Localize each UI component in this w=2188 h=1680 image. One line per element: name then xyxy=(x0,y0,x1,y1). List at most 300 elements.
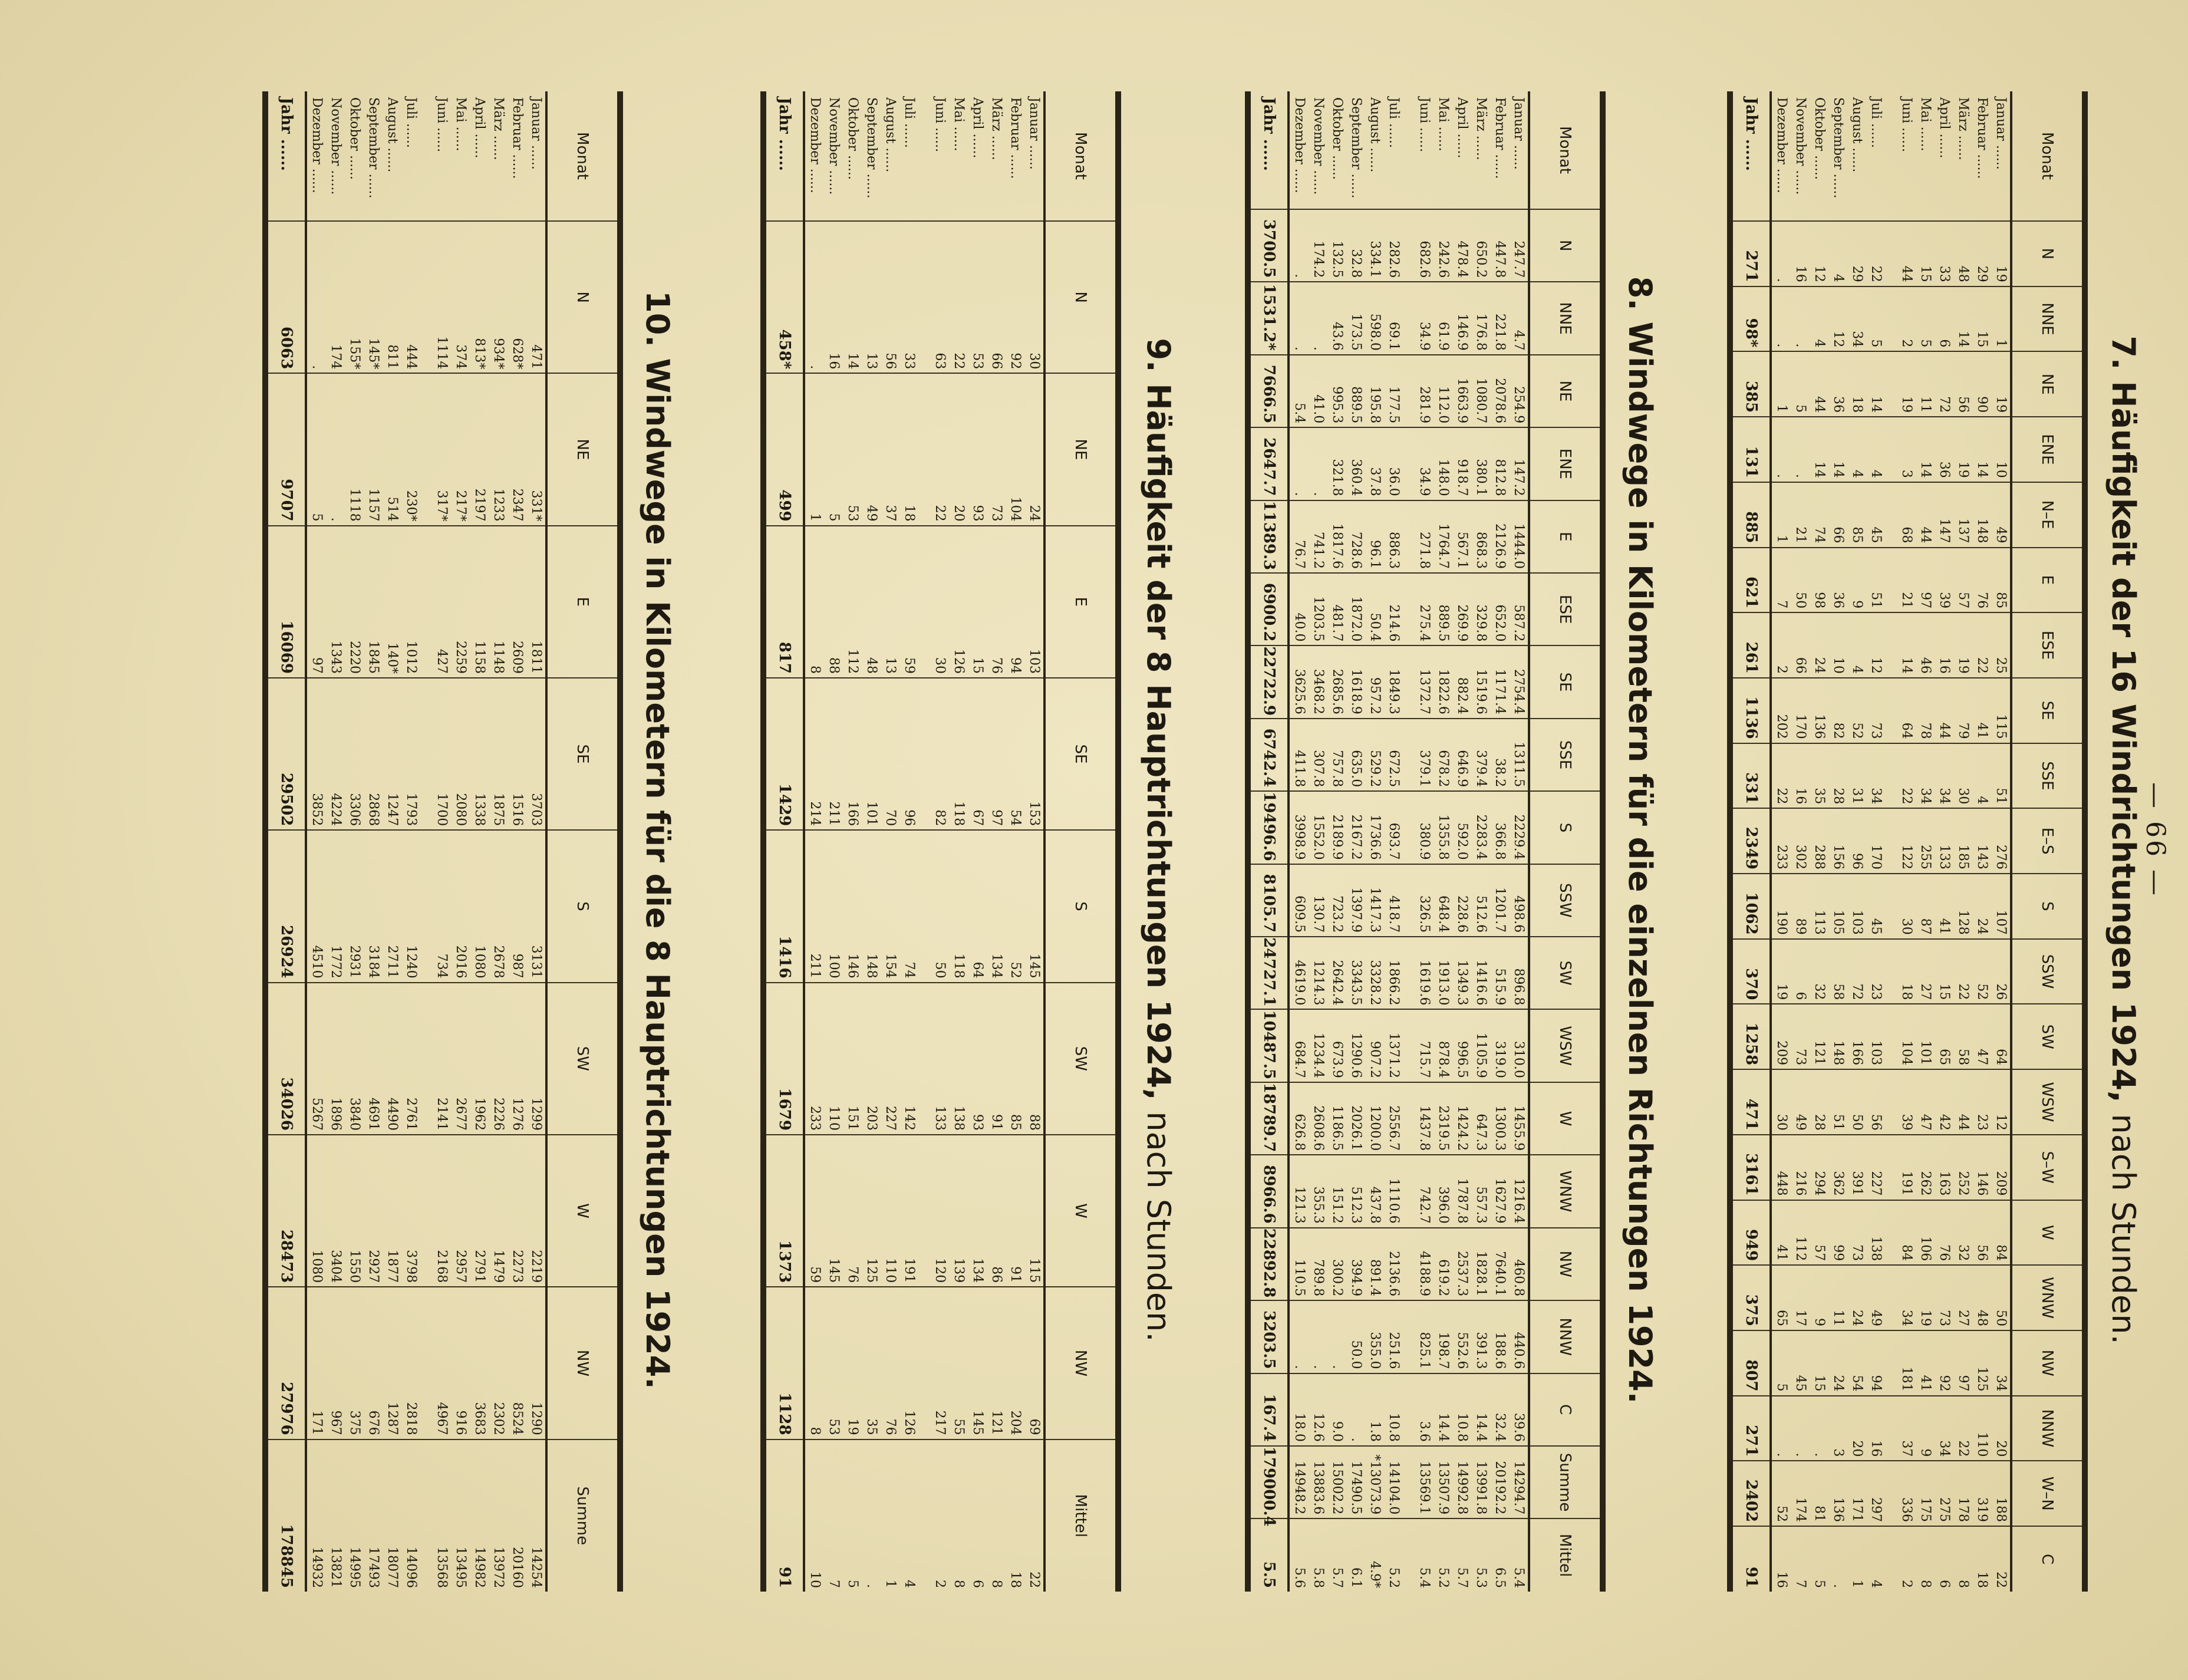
value-cell: 138 xyxy=(949,983,968,1135)
value-cell: . xyxy=(1810,1396,1828,1461)
value-cell: 3343.5 xyxy=(1346,937,1365,1009)
value-cell: 44 xyxy=(1897,221,1916,286)
table-row xyxy=(526,91,546,1592)
value-cell: . xyxy=(864,1584,879,1588)
value-cell: 1214.3 xyxy=(1309,937,1327,1009)
value-cell: 30 xyxy=(1771,1069,1791,1135)
value-cell: 35 xyxy=(862,1287,881,1439)
column-header: SW xyxy=(1044,983,1115,1135)
value-cell: 13568 xyxy=(434,1547,449,1588)
value-cell: . xyxy=(1831,1584,1846,1588)
value-cell xyxy=(1885,351,1897,417)
month-cell: Januar ...... xyxy=(1509,91,1529,209)
value-cell xyxy=(1885,417,1897,482)
value-cell: 3700.5 xyxy=(1251,209,1289,282)
value-cell: 82 xyxy=(930,678,949,830)
value-cell: 1627.9 xyxy=(1490,1155,1509,1227)
value-cell: 1371.2 xyxy=(1384,1009,1403,1082)
month-cell: Februar ...... xyxy=(1490,91,1509,209)
table-row xyxy=(1935,91,1953,1592)
value-cell: 14.4 xyxy=(1434,1373,1452,1446)
value-cell: 2754.4 xyxy=(1509,645,1529,718)
value-cell: 807 xyxy=(1733,1330,1771,1396)
value-cell: 2 xyxy=(932,1580,947,1588)
value-cell: 84 xyxy=(1991,1200,2011,1266)
table-7-subtitle: nach Stunden. xyxy=(2105,1114,2142,1345)
value-cell: 1148 xyxy=(489,526,508,678)
value-cell: 4 xyxy=(1847,417,1866,482)
value-cell: 6 xyxy=(1791,939,1810,1004)
month-cell: November ...... xyxy=(824,91,843,221)
value-cell: 14982 xyxy=(472,1547,487,1588)
value-cell: 214 xyxy=(804,678,824,830)
column-header: NW xyxy=(1044,1287,1115,1439)
value-cell: 321.8 xyxy=(1327,427,1346,500)
value-cell xyxy=(1885,1461,1897,1526)
value-cell: 73 xyxy=(987,373,1006,525)
value-cell: 121.3 xyxy=(1289,1155,1309,1227)
value-cell: 5.4 xyxy=(1417,1567,1432,1588)
value-cell: 275.4 xyxy=(1415,573,1434,645)
value-cell: 514 xyxy=(383,373,401,525)
value-cell: 1618.9 xyxy=(1346,645,1365,718)
value-cell: 1290 xyxy=(526,1287,546,1439)
value-cell xyxy=(918,373,930,525)
column-header: SSW xyxy=(2011,939,2082,1004)
value-cell: 2927 xyxy=(364,1135,383,1287)
value-cell: 2608.6 xyxy=(1309,1082,1327,1155)
spacer-row xyxy=(420,91,432,1592)
value-cell: 221.8 xyxy=(1490,282,1509,354)
value-cell xyxy=(1885,678,1897,743)
value-cell: 52 xyxy=(1006,830,1024,982)
value-cell: 13 xyxy=(862,221,881,373)
value-cell: . xyxy=(1289,1300,1309,1373)
value-cell: 115 xyxy=(1024,1135,1044,1287)
value-cell: 44 xyxy=(1935,678,1953,743)
value-cell: 54 xyxy=(1847,1330,1866,1396)
value-cell: 14 xyxy=(1866,351,1885,417)
column-header: Monat xyxy=(1529,91,1600,209)
value-cell: 2168 xyxy=(432,1135,451,1287)
value-cell: 6742.4 xyxy=(1251,719,1289,791)
column-header: NNE xyxy=(1529,282,1600,354)
value-cell: 331* xyxy=(526,373,546,525)
value-cell: 173.5 xyxy=(1346,282,1365,354)
value-cell: 18789.7 xyxy=(1251,1082,1289,1155)
value-cell: 29 xyxy=(1847,221,1866,286)
value-cell: 4188.9 xyxy=(1415,1228,1434,1300)
value-cell: 9707 xyxy=(268,373,306,525)
column-header: W xyxy=(2011,1200,2082,1266)
value-cell: 91 xyxy=(1733,1526,1771,1592)
value-cell: 22 xyxy=(1866,221,1885,286)
column-header: SE xyxy=(2011,678,2082,743)
value-cell: 355.3 xyxy=(1309,1155,1327,1227)
value-cell: 3328.2 xyxy=(1365,937,1384,1009)
value-cell: 174.2 xyxy=(1309,209,1327,282)
value-cell: 145 xyxy=(1024,830,1044,982)
value-cell: 14948.2 xyxy=(1289,1446,1309,1518)
value-cell: 155* xyxy=(345,221,364,373)
value-cell: 23 xyxy=(1866,939,1885,1004)
month-cell: Juni ...... xyxy=(432,91,451,221)
value-cell: 1 xyxy=(1771,482,1791,548)
table-10-title: 10. Windwege in Kilometern für die 8 Hauptrichtungen 1924. xyxy=(639,291,676,1389)
month-cell: August ...... xyxy=(881,91,899,221)
value-cell xyxy=(918,1287,930,1439)
value-cell: 214.6 xyxy=(1384,573,1403,645)
value-cell: 67 xyxy=(968,678,987,830)
table-row xyxy=(930,91,949,1592)
value-cell: 907.2 xyxy=(1365,1009,1384,1082)
value-cell: . xyxy=(1309,282,1327,354)
value-cell: 88 xyxy=(1024,983,1044,1135)
column-header: Mittel xyxy=(1529,1518,1600,1592)
value-cell: 7 xyxy=(1771,548,1791,613)
value-cell: 195.8 xyxy=(1365,355,1384,427)
value-cell: 26 xyxy=(1991,939,2011,1004)
value-cell: 868.3 xyxy=(1471,500,1490,573)
value-cell xyxy=(1885,1069,1897,1135)
value-cell: 5 xyxy=(1866,286,1885,352)
value-cell: 1849.3 xyxy=(1384,645,1403,718)
value-cell: 110.5 xyxy=(1289,1228,1309,1300)
value-cell: 14.4 xyxy=(1471,1373,1490,1446)
value-cell: 16069 xyxy=(268,526,306,678)
value-cell xyxy=(1885,1004,1897,1069)
value-cell: 27 xyxy=(1953,1265,1972,1330)
value-cell: 411.8 xyxy=(1289,719,1309,791)
value-cell: 11 xyxy=(1828,1265,1847,1330)
column-header: SW xyxy=(2011,1004,2082,1069)
value-cell: 4224 xyxy=(326,678,345,830)
value-cell: 15 xyxy=(1916,221,1935,286)
value-cell: 38.2 xyxy=(1490,719,1509,791)
value-cell: 126 xyxy=(899,1287,918,1439)
value-cell: 89 xyxy=(1791,874,1810,939)
value-cell xyxy=(918,983,930,1135)
month-cell: März ...... xyxy=(489,91,508,221)
value-cell: 37.8 xyxy=(1365,427,1384,500)
value-cell: 18077 xyxy=(385,1547,400,1588)
value-cell: 3683 xyxy=(470,1287,489,1439)
value-cell: 23 xyxy=(1972,1069,1991,1135)
value-cell: 310.0 xyxy=(1509,1009,1529,1082)
value-cell: 5 xyxy=(845,1580,860,1588)
value-cell xyxy=(1403,209,1415,282)
value-cell: 1201.7 xyxy=(1490,864,1509,937)
value-cell: 12 xyxy=(1991,1069,2011,1135)
value-cell: 967 xyxy=(326,1287,345,1439)
value-cell: 587.2 xyxy=(1509,573,1529,645)
value-cell: 22 xyxy=(1993,1572,2008,1588)
value-cell: 886.3 xyxy=(1384,500,1403,573)
value-cell: 302 xyxy=(1791,808,1810,874)
value-cell: 78 xyxy=(1916,678,1935,743)
column-header: Monat xyxy=(1044,91,1115,221)
value-cell: 34 xyxy=(1935,1396,1953,1461)
value-cell: 30 xyxy=(930,526,949,678)
value-cell: 1 xyxy=(883,1580,898,1588)
value-cell: 995.3 xyxy=(1327,355,1346,427)
value-cell: 448 xyxy=(1771,1135,1791,1200)
value-cell: 174 xyxy=(1791,1461,1810,1526)
value-cell: 3840 xyxy=(345,983,364,1135)
value-cell: . xyxy=(1791,1396,1810,1461)
value-cell: 211 xyxy=(824,678,843,830)
value-cell: 2685.6 xyxy=(1327,645,1346,718)
value-cell: 18 xyxy=(1897,939,1916,1004)
table-row xyxy=(899,91,918,1592)
value-cell xyxy=(1403,937,1415,1009)
value-cell: 88 xyxy=(824,526,843,678)
value-cell: 65 xyxy=(1771,1265,1791,1330)
value-cell: 132.5 xyxy=(1327,209,1346,282)
value-cell: 362 xyxy=(1828,1135,1847,1200)
value-cell xyxy=(1885,1135,1897,1200)
value-cell: 14 xyxy=(1953,286,1972,352)
value-cell: 355.0 xyxy=(1365,1300,1384,1373)
value-cell: . xyxy=(1771,221,1791,286)
value-cell: 24 xyxy=(1828,1330,1847,1396)
month-cell: Jahr ...... xyxy=(1733,91,1771,221)
value-cell: 30 xyxy=(1953,743,1972,809)
value-cell: 56 xyxy=(1953,351,1972,417)
month-cell: Juni ...... xyxy=(930,91,949,221)
column-header: E xyxy=(1044,526,1115,678)
spacer-row xyxy=(1403,91,1415,1592)
value-cell: 996.5 xyxy=(1452,1009,1471,1082)
value-cell: 50.0 xyxy=(1346,1300,1365,1373)
value-cell: 1531.2* xyxy=(1251,282,1289,354)
value-cell: 145* xyxy=(364,221,383,373)
column-header: S xyxy=(1044,830,1115,982)
value-cell: 20 xyxy=(1991,1396,2011,1461)
value-cell: 16 xyxy=(1935,612,1953,678)
value-cell: 8 xyxy=(989,1580,1004,1588)
value-cell: 1736.6 xyxy=(1365,791,1384,864)
table-row xyxy=(804,91,824,1592)
value-cell: 18.0 xyxy=(1289,1373,1309,1446)
value-cell: 36 xyxy=(1828,548,1847,613)
value-cell: 133 xyxy=(1935,808,1953,874)
value-cell: 2957 xyxy=(451,1135,470,1287)
value-cell: 48 xyxy=(1953,221,1972,286)
table-row xyxy=(345,91,364,1592)
value-cell: 8 xyxy=(804,1287,824,1439)
value-cell: 58 xyxy=(1953,1004,1972,1069)
month-cell: Jahr ...... xyxy=(1251,91,1289,209)
column-header: N xyxy=(1529,209,1600,282)
value-cell: 3.6 xyxy=(1415,1373,1434,1446)
value-cell: 166 xyxy=(1847,1004,1866,1069)
value-cell xyxy=(1885,874,1897,939)
value-cell: 118 xyxy=(949,678,968,830)
value-cell: 50 xyxy=(930,830,949,982)
value-cell xyxy=(918,1135,930,1287)
value-cell: 2136.6 xyxy=(1384,1228,1403,1300)
value-cell: 1080 xyxy=(470,830,489,982)
value-cell: 12 xyxy=(1866,612,1885,678)
value-cell: 32.8 xyxy=(1346,209,1365,282)
value-cell: 1240 xyxy=(401,830,420,982)
value-cell: 52 xyxy=(1847,678,1866,743)
value-cell: 271.8 xyxy=(1415,500,1434,573)
value-cell: 22 xyxy=(930,373,949,525)
month-cell: Dezember ...... xyxy=(804,91,824,221)
value-cell: 2402 xyxy=(1733,1461,1771,1526)
value-cell: 5.4 xyxy=(1289,355,1309,427)
value-cell: 35 xyxy=(1810,743,1828,809)
value-cell: 76 xyxy=(1972,548,1991,613)
value-cell: 12 xyxy=(1810,221,1828,286)
value-cell: 10 xyxy=(808,1572,822,1588)
value-cell xyxy=(420,1439,432,1592)
value-cell: 878.4 xyxy=(1434,1009,1452,1082)
month-cell: Juli ...... xyxy=(1866,91,1885,221)
value-cell: 100 xyxy=(824,830,843,982)
value-cell: 24727.1 xyxy=(1251,937,1289,1009)
value-cell: 47 xyxy=(1916,1069,1935,1135)
value-cell: . xyxy=(804,221,824,373)
value-cell: 6 xyxy=(1935,286,1953,352)
table-row xyxy=(508,91,526,1592)
spacer-row xyxy=(1885,91,1897,1592)
value-cell: 13569.1 xyxy=(1415,1446,1434,1518)
table-row xyxy=(432,91,451,1592)
table-row xyxy=(1327,91,1346,1592)
value-cell: 12 xyxy=(1828,286,1847,352)
month-cell: März ...... xyxy=(1471,91,1490,209)
value-cell: 146 xyxy=(1972,1135,1991,1200)
value-cell: 179000.4 xyxy=(1251,1446,1289,1518)
month-cell: August ...... xyxy=(383,91,401,221)
value-cell: 1416 xyxy=(766,830,804,982)
value-cell: 81 xyxy=(1810,1461,1828,1526)
column-header: Summe xyxy=(1529,1446,1600,1518)
value-cell xyxy=(420,526,432,678)
value-cell: 1896 xyxy=(326,983,345,1135)
value-cell: 70 xyxy=(881,678,899,830)
value-cell: 5 xyxy=(306,373,326,525)
value-cell: 21 xyxy=(1897,548,1916,613)
column-header: E xyxy=(1529,500,1600,573)
value-cell: 44 xyxy=(1953,1069,1972,1135)
value-cell: 3 xyxy=(1897,417,1916,482)
value-cell xyxy=(1885,1265,1897,1330)
header-row xyxy=(1529,91,1600,1592)
value-cell: 178 xyxy=(1953,1461,1972,1526)
value-cell: 19 xyxy=(1953,417,1972,482)
value-cell: 3184 xyxy=(364,830,383,982)
value-cell: 11389.3 xyxy=(1251,500,1289,573)
value-cell: 682.6 xyxy=(1415,209,1434,282)
table-row xyxy=(364,91,383,1592)
value-cell xyxy=(1885,743,1897,809)
month-cell: Januar ...... xyxy=(526,91,546,221)
value-cell: . xyxy=(1289,427,1309,500)
value-cell: 53 xyxy=(824,1287,843,1439)
value-cell: 757.8 xyxy=(1327,719,1346,791)
value-cell: 174 xyxy=(326,221,345,373)
value-cell: 53 xyxy=(843,373,862,525)
value-cell: 163 xyxy=(1935,1135,1953,1200)
value-cell: 261 xyxy=(1733,612,1771,678)
value-cell: 16 xyxy=(1791,743,1810,809)
value-cell: 32 xyxy=(1810,939,1828,1004)
month-cell: November ...... xyxy=(1791,91,1810,221)
month-cell xyxy=(420,91,432,221)
value-cell: 391 xyxy=(1847,1135,1866,1200)
value-cell: 136 xyxy=(1828,1461,1847,1526)
value-cell: 45 xyxy=(1866,482,1885,548)
value-cell: 72 xyxy=(1935,351,1953,417)
value-cell: 5.3 xyxy=(1474,1567,1488,1588)
value-cell: 22 xyxy=(1953,939,1972,1004)
value-cell: 6900.2 xyxy=(1251,573,1289,645)
column-header: ENE xyxy=(2011,417,2082,482)
value-cell: 1516 xyxy=(508,678,526,830)
value-cell: 742.7 xyxy=(1415,1155,1434,1227)
value-cell: 113 xyxy=(1810,874,1828,939)
value-cell: 2259 xyxy=(451,526,470,678)
value-cell: 1877 xyxy=(383,1135,401,1287)
value-cell: 379.1 xyxy=(1415,719,1434,791)
value-cell: 648.4 xyxy=(1434,864,1452,937)
value-cell xyxy=(1403,355,1415,427)
table-row xyxy=(489,91,508,1592)
value-cell: 1700 xyxy=(432,678,451,830)
value-cell: 5.7 xyxy=(1330,1567,1345,1588)
header-row xyxy=(2011,91,2082,1592)
value-cell: 15 xyxy=(968,526,987,678)
value-cell: 592.0 xyxy=(1452,791,1471,864)
table-row xyxy=(401,91,420,1592)
value-cell: 19 xyxy=(1953,612,1972,678)
month-cell: Oktober ...... xyxy=(1327,91,1346,209)
column-header: Summe xyxy=(546,1439,617,1592)
value-cell: . xyxy=(1791,286,1810,352)
value-cell: . xyxy=(1771,417,1791,482)
table-row xyxy=(1346,91,1365,1592)
value-cell: 14 xyxy=(1897,612,1916,678)
table-row xyxy=(1415,91,1434,1592)
value-cell: 5267 xyxy=(306,983,326,1135)
value-cell: 13883.6 xyxy=(1309,1446,1327,1518)
value-cell xyxy=(1885,808,1897,874)
value-cell: 1437.8 xyxy=(1415,1082,1434,1155)
value-cell: 49 xyxy=(862,373,881,525)
value-cell: 14 xyxy=(1916,417,1935,482)
value-cell: . xyxy=(1791,417,1810,482)
value-cell: 148 xyxy=(1828,1004,1847,1069)
value-cell: 10 xyxy=(1991,417,2011,482)
value-cell: 137 xyxy=(1953,482,1972,548)
value-cell: 375 xyxy=(1733,1265,1771,1330)
value-cell: 34.9 xyxy=(1415,282,1434,354)
value-cell: 175 xyxy=(1916,1461,1935,1526)
value-cell: 20160 xyxy=(510,1547,525,1588)
column-header: NW xyxy=(1529,1228,1600,1300)
value-cell: 128 xyxy=(1953,874,1972,939)
month-cell: September ...... xyxy=(364,91,383,221)
value-cell: 61.9 xyxy=(1434,282,1452,354)
value-cell: 69.1 xyxy=(1384,282,1403,354)
value-cell: 276 xyxy=(1991,808,2011,874)
value-cell: 37 xyxy=(1897,1396,1916,1461)
value-cell xyxy=(1403,1373,1415,1446)
